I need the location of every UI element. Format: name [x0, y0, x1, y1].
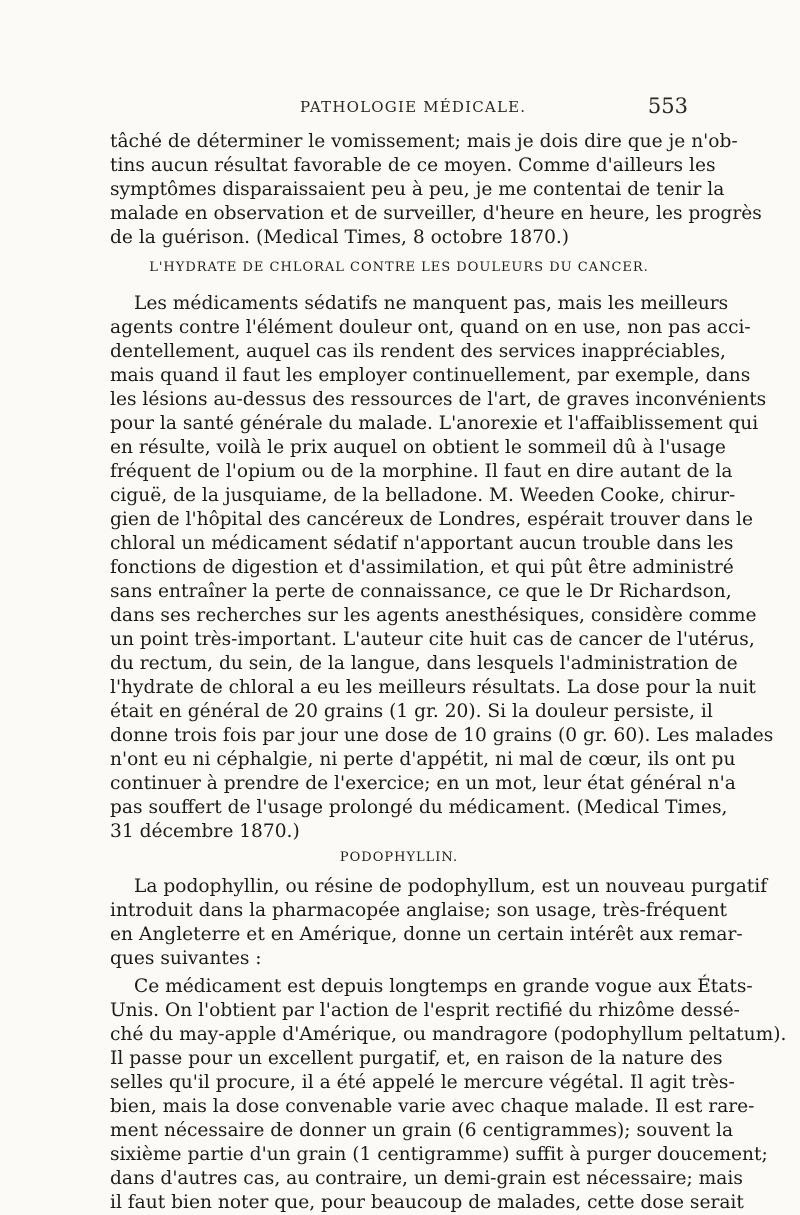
- text-line: tins aucun résultat favorable de ce moyen. Comme d'ailleurs les: [110, 155, 716, 176]
- text-line: bien, mais la dose convenable varie avec chaque malade. Il est rare-: [110, 1096, 755, 1117]
- section-heading: PODOPHYLLIN.: [339, 850, 459, 865]
- text-line: ché du may-apple d'Amérique, ou mandragore (podophyllum peltatum).: [110, 1024, 787, 1045]
- text-line: selles qu'il procure, il a été appelé le mercure végétal. Il agit très-: [110, 1072, 735, 1093]
- text-line: un point très-important. L'auteur cite huit cas de cancer de l'utérus,: [110, 629, 755, 650]
- text-line: il faut bien noter que, pour beaucoup de malades, cette dose serait: [110, 1192, 744, 1213]
- text-line: ques suivantes :: [110, 948, 262, 969]
- text-line: en Angleterre et en Amérique, donne un certain intérêt aux remar-: [110, 924, 743, 945]
- text-line: continuer à prendre de l'exercice; en un mot, leur état général n'a: [110, 773, 736, 794]
- text-line: fréquent de l'opium ou de la morphine. Il faut en dire autant de la: [110, 461, 733, 482]
- text-line: Unis. On l'obtient par l'action de l'esprit rectifié du rhizôme dessé-: [110, 1000, 740, 1021]
- text-line: malade en observation et de surveiller, d'heure en heure, les progrès: [110, 203, 762, 224]
- text-line: sans entraîner la perte de connaissance, ce que le Dr Richardson,: [110, 581, 732, 602]
- text-line: pour la santé générale du malade. L'anorexie et l'affaiblissement qui: [110, 413, 759, 434]
- text-line: 31 décembre 1870.): [110, 821, 300, 842]
- text-line: en résulte, voilà le prix auquel on obtient le sommeil dû à l'usage: [110, 437, 726, 458]
- text-line: La podophyllin, ou résine de podophyllum, est un nouveau purgatif: [134, 876, 768, 897]
- text-line: dentellement, auquel cas ils rendent des services inappréciables,: [110, 341, 726, 362]
- running-head-title: PATHOLOGIE MÉDICALE.: [300, 98, 527, 116]
- text-line: sixième partie d'un grain (1 centigramme) suffit à purger doucement;: [110, 1144, 768, 1165]
- text-line: était en général de 20 grains (1 gr. 20). Si la douleur persiste, il: [110, 701, 713, 722]
- text-line: dans d'autres cas, au contraire, un demi-grain est nécessaire; mais: [110, 1168, 743, 1189]
- text-line: agents contre l'élément douleur ont, quand on en use, non pas acci-: [110, 317, 751, 338]
- page-number: 553: [647, 94, 688, 118]
- text-line: tâché de déterminer le vomissement; mais je dois dire que je n'ob-: [110, 131, 738, 152]
- text-line: Les médicaments sédatifs ne manquent pas, mais les meilleurs: [134, 293, 729, 314]
- text-line: du rectum, du sein, de la langue, dans lesquels l'administration de: [110, 653, 738, 674]
- text-line: dans ses recherches sur les agents anesthésiques, considère comme: [110, 605, 757, 626]
- text-line: chloral un médicament sédatif n'apportant aucun trouble dans les: [110, 533, 734, 554]
- text-line: les lésions au-dessus des ressources de l'art, de graves inconvénients: [110, 389, 767, 410]
- text-line: mais quand il faut les employer continuellement, par exemple, dans: [110, 365, 751, 386]
- text-line: pas souffert de l'usage prolongé du médicament. (Medical Times,: [110, 797, 728, 818]
- text-line: gien de l'hôpital des cancéreux de Londres, espérait trouver dans le: [110, 509, 754, 530]
- text-line: de la guérison. (Medical Times, 8 octobre 1870.): [110, 227, 570, 248]
- text-line: Il passe pour un excellent purgatif, et, en raison de la nature des: [110, 1048, 723, 1069]
- section-heading: L'HYDRATE DE CHLORAL CONTRE LES DOULEURS DU CANCER.: [149, 260, 649, 275]
- text-line: fonctions de digestion et d'assimilation, et qui pût être administré: [110, 557, 734, 578]
- text-line: n'ont eu ni céphalgie, ni perte d'appétit, ni mal de cœur, ils ont pu: [110, 749, 736, 770]
- text-line: introduit dans la pharmacopée anglaise; son usage, très-fréquent: [110, 900, 727, 921]
- text-line: ment nécessaire de donner un grain (6 centigrammes); souvent la: [110, 1120, 734, 1141]
- text-line: symptômes disparaissaient peu à peu, je me contentai de tenir la: [110, 179, 725, 200]
- text-line: Ce médicament est depuis longtemps en grande vogue aux États-: [134, 976, 753, 997]
- running-head: [110, 94, 688, 120]
- text-line: l'hydrate de chloral a eu les meilleurs résultats. La dose pour la nuit: [110, 677, 756, 698]
- text-line: ciguë, de la jusquiame, de la belladone. M. Weeden Cooke, chirur-: [110, 485, 736, 506]
- text-line: donne trois fois par jour une dose de 10 grains (0 gr. 60). Les malades: [110, 725, 774, 746]
